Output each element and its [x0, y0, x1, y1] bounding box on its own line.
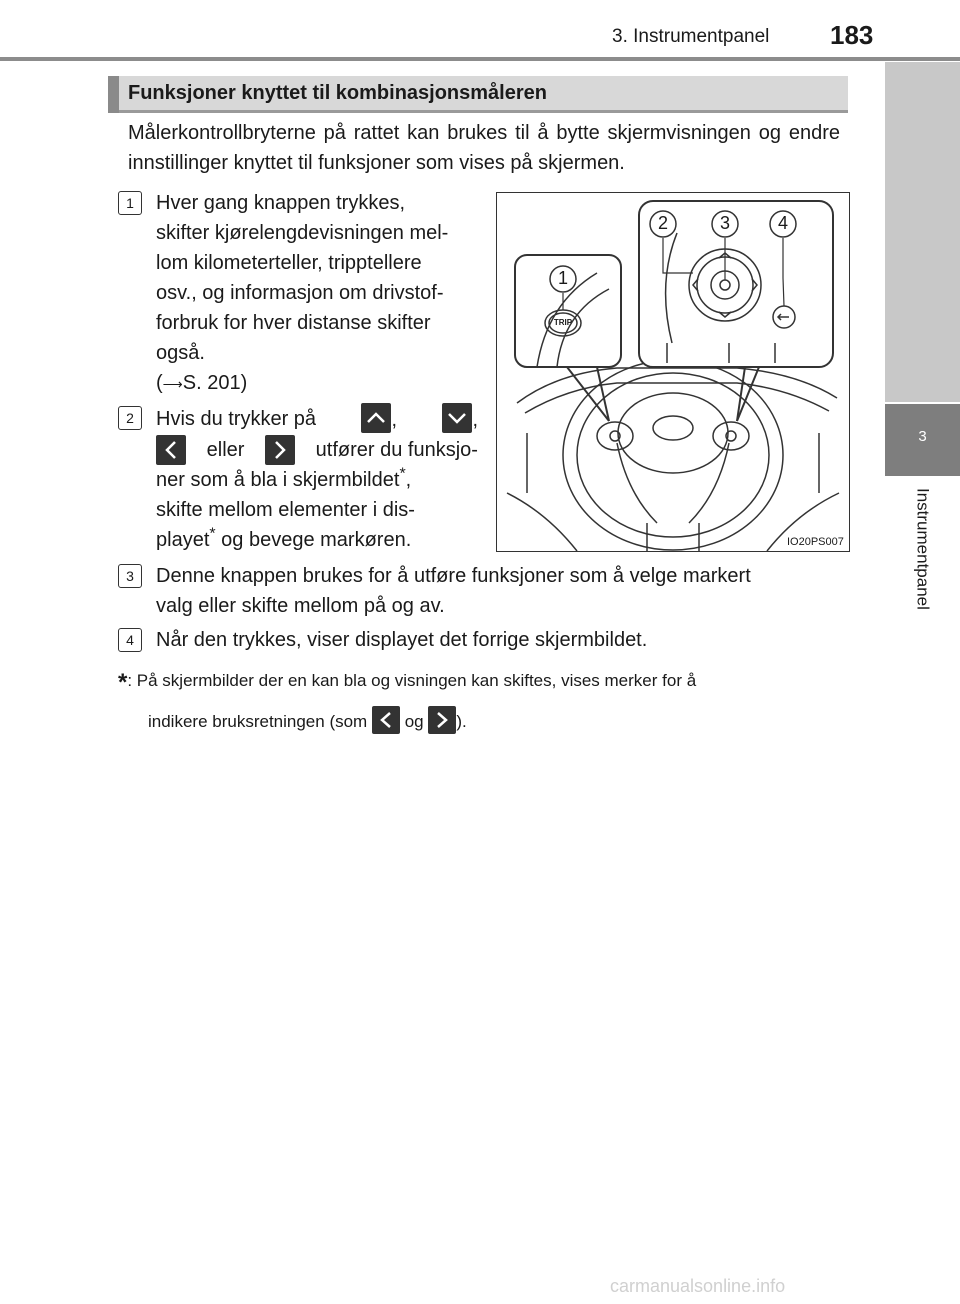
intro-paragraph: Målerkontrollbryterne på rattet kan brukes til å bytte skjermvisningen og endre innstillinger knyttet til funksjoner som vises på skjermen. [128, 122, 840, 174]
chevron-left-icon [156, 435, 186, 465]
chevron-right-icon [265, 435, 295, 465]
chevron-up-icon [361, 403, 391, 433]
chevron-down-icon [442, 403, 472, 433]
item-1-line: skifter kjørelengdevisningen mel- [156, 222, 449, 244]
item-2-text-part: playet [156, 529, 210, 551]
item-4-text: Når den trykkes, viser displayet det forrige skjermbildet. [156, 629, 648, 651]
item-1-line: osv., og informasjon om drivstof- [156, 282, 444, 304]
item-3-line: Denne knappen brukes for å utføre funksjoner som å velge markert [156, 565, 751, 587]
item-2-text-part: ner som å bla i skjermbildet [156, 469, 400, 491]
item-3-line: valg eller skifte mellom på og av. [156, 595, 445, 617]
trip-button-label: TRIP [553, 318, 573, 327]
item-2-text [156, 403, 478, 555]
item-2-text-part: , [391, 409, 398, 431]
footnote-line-2-part: og [404, 712, 424, 731]
item-1-reference: (⟶S. 201) [156, 372, 248, 394]
header-rule [0, 57, 960, 61]
item-2-text-part: eller [206, 439, 245, 461]
footnote-line-2-part: indikere bruksretningen (som [148, 712, 368, 731]
footnote-line-1: : På skjermbilder der en kan bla og visningen kan skiftes, vises merker for å [127, 671, 697, 690]
side-tab-bar [885, 62, 960, 402]
callout-2: 2 [657, 213, 668, 233]
item-2-text-part: utfører du funksjo- [315, 439, 478, 461]
item-2-text-part: , [405, 469, 412, 491]
item-1-line: Hver gang knappen trykkes, [156, 192, 406, 214]
item-2-text-part: Hvis du trykker på [156, 408, 317, 430]
footnote-line-2-part: ). [456, 712, 467, 731]
footnote-asterisk: * [118, 669, 128, 696]
side-tab-number: 3 [918, 428, 927, 445]
section-heading [108, 76, 848, 113]
item-2-text-part: , [472, 409, 478, 431]
reference-page: S. 201 [182, 372, 241, 394]
steering-wheel-drawing [497, 193, 849, 551]
item-number-2: 2 [118, 406, 142, 430]
arrow-right-icon: ⟶ [162, 376, 183, 392]
item-number-1: 1 [118, 191, 142, 215]
callout-3: 3 [719, 213, 730, 233]
item-number-3: 3 [118, 564, 142, 588]
item-number-4: 4 [118, 628, 142, 652]
callout-1: 1 [557, 268, 568, 288]
watermark: carmanualsonline.info [610, 1276, 786, 1296]
chevron-left-icon [372, 706, 400, 734]
footnote [118, 668, 696, 735]
asterisk-mark: * [209, 525, 216, 543]
item-1-text [156, 188, 478, 399]
item-2-text-part: og bevege markøren. [221, 529, 412, 551]
item-2-text-part: skifte mellom elementer i dis- [156, 499, 415, 521]
item-1-line: forbruk for hver distanse skifter [156, 312, 431, 334]
side-tab-label: Instrumentpanel [913, 488, 933, 610]
page-number: 183 [830, 20, 874, 50]
chevron-right-icon [428, 706, 456, 734]
item-1-line: lom kilometerteller, tripptellere [156, 252, 422, 274]
callout-4: 4 [777, 213, 788, 233]
steering-wheel-illustration [496, 192, 850, 552]
side-tab-label-box [885, 478, 960, 718]
item-1-line: også. [156, 342, 205, 364]
section-marker [108, 76, 119, 113]
running-header: 3. Instrumentpanel [612, 26, 770, 47]
figure-code: IO20PS007 [787, 536, 844, 548]
section-title: Funksjoner knyttet til kombinasjonsmåleren [128, 82, 547, 104]
item-3-text [156, 561, 842, 621]
asterisk-mark: * [399, 465, 406, 483]
